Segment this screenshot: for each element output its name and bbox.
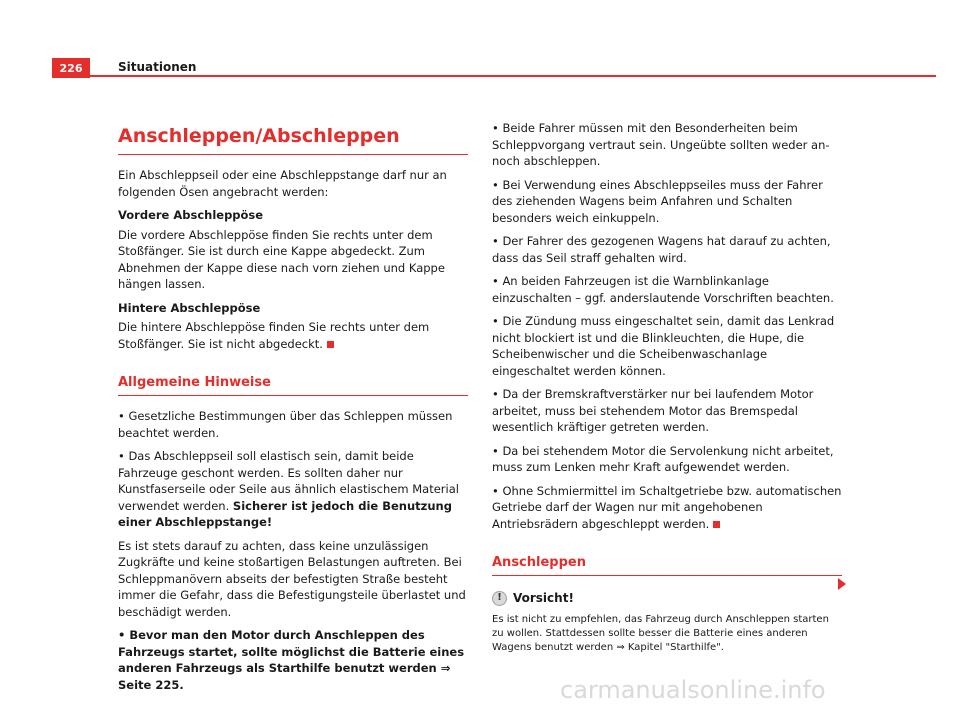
bullet-jump-start: • Bevor man den Motor durch Anschleppen des Fahrzeugs startet, sollte möglichst die Batterie eines anderen Fahrzeugs als Starthilfe benutzt werden ⇒ Seite 225.: [118, 628, 465, 692]
right-bullet: • Da bei stehendem Motor die Servolenkung nicht arbeitet, muss zum Lenken mehr Kraft aufgewendet werden.: [492, 443, 834, 474]
rear-eye-heading: Hintere Abschleppöse: [118, 300, 261, 315]
front-eye-heading: Vordere Abschleppöse: [118, 208, 264, 222]
end-marker-icon: [327, 341, 334, 348]
right-column: [492, 120, 842, 655]
end-marker-icon: [713, 521, 720, 528]
right-bullet-last: [492, 483, 842, 533]
rear-eye-paragraph: [118, 319, 468, 352]
warning-title: Vorsicht!: [513, 591, 574, 605]
page-number: 226: [52, 58, 90, 78]
front-eye-text: Die vordere Abschleppöse finden Sie rechts unter dem Stoßfänger. Sie ist durch eine Kappe abgedeckt. Zum Abnehmen der Kappe diese nach vorn ziehen und Kappe hängen lassen.: [118, 227, 445, 291]
right-bullet: • Bei Verwendung eines Abschleppseiles muss der Fahrer des ziehenden Wagens beim Anfahren und Schalten besonders weich einkuppeln.: [492, 177, 823, 225]
right-bullet: • Da der Bremskraftverstärker nur bei laufendem Motor arbeitet, muss bei stehendem Motor das Bremspedal wesentlich kräftiger getreten werden.: [492, 387, 814, 434]
right-bullet: • Der Fahrer des gezogenen Wagens hat darauf zu achten, dass das Seil straff gehalten wird.: [492, 234, 831, 265]
right-bullet: • Die Zündung muss eingeschaltet sein, damit das Lenkrad nicht blockiert ist und die Blinkleuchten, die Hupe, die Scheibenwischer und die Scheibenwaschanlage eingeschaltet werden können.: [492, 314, 835, 378]
intro-text: Ein Abschleppseil oder eine Abschleppstange darf nur an folgenden Ösen angebracht werden:: [118, 168, 447, 199]
bullet-tow-rope-bold: Sicherer ist jedoch die Benutzung einer Abschleppstange!: [118, 498, 452, 529]
bullet-regulations: • Gesetzliche Bestimmungen über das Schleppen müssen beachtet werden.: [118, 409, 453, 440]
header-rule: [90, 75, 936, 77]
watermark: carmanualsonline.info: [560, 676, 826, 704]
anschleppen-heading: Anschleppen: [492, 554, 842, 576]
continue-arrow-icon: [838, 578, 846, 590]
bullet-tow-rope-text: • Das Abschleppseil soll elastisch sein, damit beide Fahrzeuge geschont werden. Es sollten daher nur Kunstfaserseile oder Seile aus ähnlich elastischem Material verwendet werden.: [118, 449, 459, 513]
warning-title-row: [492, 590, 842, 607]
forces-paragraph: Es ist stets darauf zu achten, dass keine unzulässigen Zugkräfte und keine stoßartigen Belastungen auftreten. Bei Schleppmanövern abseits der befestigten Straße besteht immer die Gefahr, dass die Befestigungsteile überlastet und beschädigt werden.: [118, 538, 466, 619]
right-bullet-last-text: • Ohne Schmiermittel im Schaltgetriebe bzw. automatischen Getriebe darf der Wagen nur mit angehobenen Antriebsrädern abgeschleppt werden.: [492, 483, 842, 531]
bullet-tow-rope: [118, 448, 468, 531]
warning-box: [492, 590, 842, 655]
general-notes-heading: Allgemeine Hinweise: [118, 374, 468, 396]
right-bullet: • Beide Fahrer müssen mit den Besonderheiten beim Schleppvorgang vertraut sein. Ungeübte sollten weder an- noch abschleppen.: [492, 121, 830, 168]
right-bullet: • An beiden Fahrzeugen ist die Warnblinkanlage einzuschalten – ggf. anderslautende Vorschriften beachten.: [492, 274, 834, 305]
left-column: [118, 120, 468, 700]
section-title: Situationen: [118, 60, 197, 74]
rear-eye-text: Die hintere Abschleppöse finden Sie rechts unter dem Stoßfänger. Sie ist nicht abgedeckt.: [118, 320, 430, 351]
warning-text: Es ist nicht zu empfehlen, das Fahrzeug durch Anschleppen starten zu wollen. Stattdessen sollte besser die Batterie eines anderen Wagens benutzt werden ⇒ Kapitel "Starthilfe".: [492, 613, 829, 653]
page-title: Anschleppen/Abschleppen: [118, 124, 468, 155]
exclamation-circle-icon: !: [492, 591, 507, 606]
